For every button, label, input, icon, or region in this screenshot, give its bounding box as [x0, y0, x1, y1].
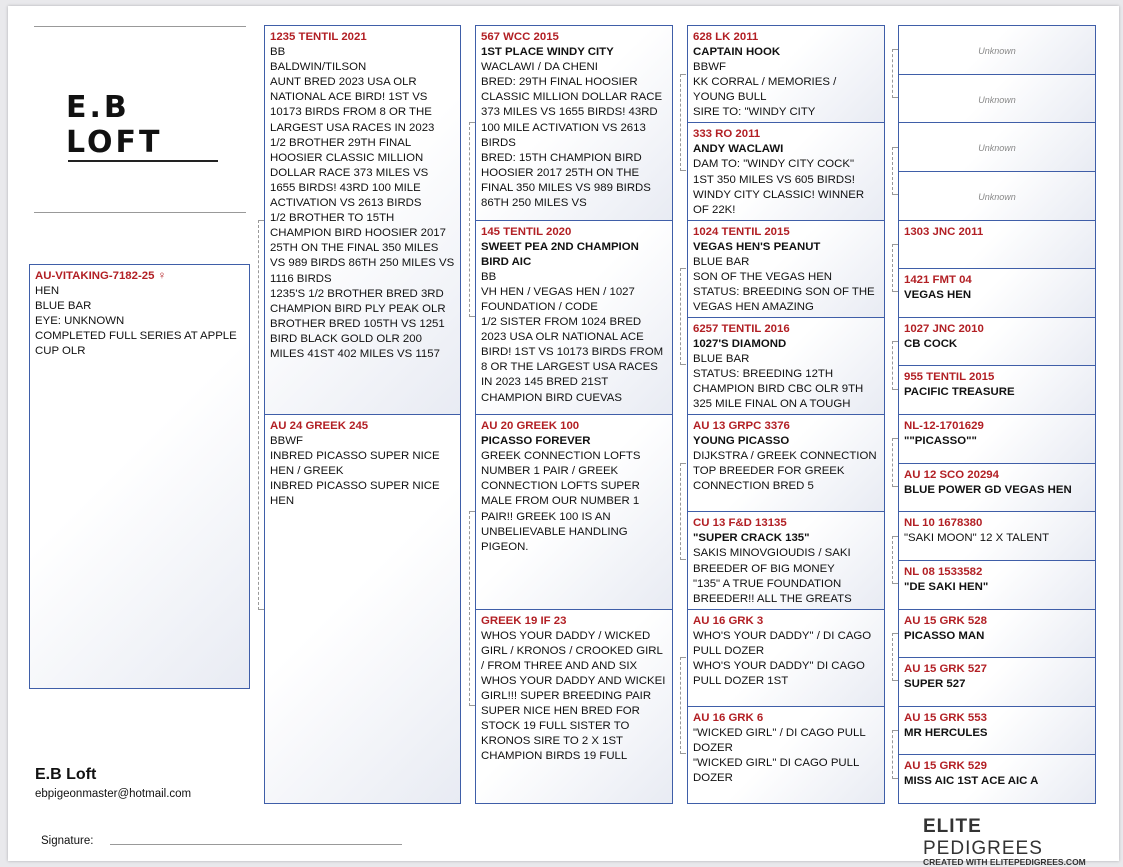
logo-underline — [68, 160, 218, 162]
bird-line: "SAKI MOON" 12 X TALENT — [904, 532, 1050, 545]
connector — [892, 147, 898, 196]
loft-logo — [66, 90, 236, 162]
pedigree-box[interactable] — [687, 414, 885, 512]
pedigree-page — [8, 6, 1119, 867]
bird-id: AU 24 GREEK 245 — [270, 420, 369, 432]
bird-line: DAM TO: "WINDY CITY COCK" — [693, 158, 855, 171]
pedigree-box[interactable] — [898, 657, 1096, 707]
bird-line: WHO'S YOUR DADDY" / DI CAGO PULL DOZER — [693, 629, 872, 657]
bird-name: 1027'S DIAMOND — [693, 337, 787, 350]
connector — [680, 463, 686, 560]
bird-id: 145 TENTIL 2020 — [481, 225, 572, 238]
subject-id: AU-VITAKING-7182-25 — [35, 270, 155, 282]
connector — [892, 244, 898, 293]
connector — [892, 49, 898, 98]
bird-line: BLUE BAR — [693, 255, 750, 268]
bird-id: AU 15 GRK 529 — [904, 760, 987, 773]
pedigree-box[interactable] — [264, 25, 461, 415]
bird-line: DIJKSTRA / GREEK CONNECTION — [693, 450, 877, 463]
brand-word-elite: ELITE — [923, 816, 982, 837]
connector — [892, 438, 898, 487]
bird-line: SON OF THE VEGAS HEN — [693, 270, 833, 283]
bird-id: 333 RO 2011 — [693, 128, 761, 141]
connector — [469, 122, 475, 317]
bird-id: 1024 TENTIL 2015 — [693, 225, 790, 238]
pedigree-box[interactable] — [898, 414, 1096, 464]
pedigree-box[interactable] — [898, 560, 1096, 610]
subject-header — [35, 269, 244, 284]
connector — [680, 74, 686, 171]
pedigree-box[interactable] — [898, 609, 1096, 659]
pedigree-box[interactable] — [687, 122, 885, 220]
connector — [892, 730, 898, 779]
pedigree-box[interactable] — [687, 220, 885, 318]
bird-id: NL 08 1533582 — [904, 565, 983, 578]
bird-line: BALDWIN/TILSON — [270, 61, 367, 74]
bird-id: 1421 FMT 04 — [904, 274, 972, 287]
bird-line: BBWF — [693, 61, 726, 74]
divider — [34, 26, 246, 27]
bird-id: 955 TENTIL 2015 — [904, 371, 995, 384]
pedigree-box[interactable] — [264, 414, 461, 804]
bird-name: "DE SAKI HEN" — [904, 580, 989, 593]
pedigree-box[interactable] — [898, 754, 1096, 804]
signature-line — [110, 844, 402, 845]
bird-line: SIRE TO: "WINDY CITY — [693, 106, 816, 119]
bird-name: SUPER 527 — [904, 678, 966, 691]
bird-id: AU 15 GRK 528 — [904, 614, 987, 627]
bird-line: INBRED PICASSO SUPER NICE HEN / GREEK — [270, 450, 440, 478]
subject-line: EYE: UNKNOWN — [35, 315, 125, 328]
pedigree-box[interactable] — [687, 706, 885, 804]
bird-id: AU 16 GRK 6 — [693, 711, 764, 724]
bird-line: TOP BREEDER FOR GREEK CONNECTION BRED 5 — [693, 465, 845, 493]
bird-name: YOUNG PICASSO — [693, 435, 790, 448]
bird-name: VEGAS HEN — [904, 289, 972, 302]
bird-line: BBWF — [270, 435, 303, 448]
bird-id: AU 16 GRK 3 — [693, 614, 764, 627]
pedigree-box[interactable] — [898, 220, 1096, 270]
bird-id: AU 20 GREEK 100 — [481, 420, 580, 432]
bird-name: SWEET PEA 2ND CHAMPION BIRD AIC — [481, 240, 639, 268]
subject-line: COMPLETED FULL SERIES AT APPLE CUP OLR — [35, 330, 237, 358]
bird-line: WHOS YOUR DADDY / WICKED GIRL / KRONOS / CROOKED GIRL / FROM THREE AND AND SIX — [481, 629, 663, 672]
owner-name: E.B Loft — [35, 766, 97, 783]
bird-line: "WICKED GIRL" / DI CAGO PULL DOZER — [693, 726, 866, 754]
bird-line: BRED: 29TH FINAL HOOSIER CLASSIC MILLION DOLLAR RACE 373 MILES VS 1655 BIRDS! 43RD 100 MILE ACTIVATION VS 2613 BIRDS — [481, 76, 663, 149]
bird-id: NL 10 1678380 — [904, 517, 983, 530]
bird-name: BLUE POWER GD VEGAS HEN — [904, 483, 1072, 496]
pedigree-box[interactable] — [898, 74, 1096, 124]
bird-id: GREEK 19 IF 23 — [481, 614, 567, 627]
bird-name: "SUPER CRACK 135" — [693, 532, 810, 545]
bird-line: "WICKED GIRL" DI CAGO PULL DOZER — [693, 757, 859, 785]
pedigree-box[interactable] — [687, 317, 885, 415]
bird-line: 1ST 350 MILES VS 605 BIRDS! WINDY CITY CLASSIC! WINNER OF 22K! — [693, 173, 865, 216]
bird-line: 1/2 BROTHER 29TH FINAL HOOSIER CLASSIC MILLION DOLLAR RACE 373 MILES VS 1655 BIRDS! 43RD 100 MILE ACTIVATION VS 2613 BIRDS — [270, 136, 429, 210]
pedigree-box[interactable] — [898, 25, 1096, 75]
pedigree-box[interactable] — [687, 511, 885, 609]
unknown-label: Unknown — [978, 46, 1016, 56]
bird-name: ""PICASSO"" — [904, 435, 977, 448]
pedigree-box[interactable] — [898, 317, 1096, 367]
bird-line: GREEK CONNECTION LOFTS NUMBER 1 PAIR / GREEK CONNECTION LOFTS SUPER MALE FROM OUR NUMBER 1 PAIR!! GREEK 100 IS AN UNBELIEVABLE HANDLING PIGEON. — [481, 450, 641, 553]
bird-name: PICASSO FOREVER — [481, 435, 591, 448]
subject-line: HEN — [35, 285, 60, 298]
bird-line: 1/2 BROTHER TO 15TH CHAMPION BIRD HOOSIER 2017 25TH ON THE FINAL 350 MILES VS 989 BIRDS 86TH 250 MILES VS 1116 BIRDS — [270, 212, 455, 285]
bird-line: WHO'S YOUR DADDY" DI CAGO PULL DOZER 1ST — [693, 659, 865, 687]
bird-id: 628 LK 2011 — [693, 31, 759, 43]
unknown-label: Unknown — [978, 143, 1016, 154]
bird-line: INBRED PICASSO SUPER NICE HEN — [270, 480, 440, 508]
pedigree-box[interactable] — [687, 25, 885, 123]
unknown-label: Unknown — [978, 191, 1016, 202]
bird-id: AU 15 GRK 527 — [904, 663, 987, 676]
bird-id: 1303 JNC 2011 — [904, 225, 984, 238]
pedigree-box[interactable] — [475, 220, 673, 416]
bird-id: AU 13 GRPC 3376 — [693, 420, 790, 432]
bird-line: AUNT BRED 2023 USA OLR NATIONAL ACE BIRD! 1ST VS 10173 BIRDS FROM 8 OR THE LARGEST USA RACES IN 2023 — [270, 76, 435, 134]
bird-id: AU 12 SCO 20294 — [904, 468, 999, 481]
unknown-label: Unknown — [978, 94, 1016, 105]
bird-name: MR HERCULES — [904, 726, 988, 739]
brand-word-pedigrees: PEDIGREES — [923, 838, 1043, 859]
bird-name: CB COCK — [904, 337, 958, 350]
connector — [469, 511, 475, 706]
bird-line: WACLAWI / DA CHENI — [481, 61, 598, 74]
bird-line: WHOS YOUR DADDY AND WICKEI GIRL!!! SUPER BREEDING PAIR SUPER NICE HEN BRED FOR STOCK 19 FULL SISTER TO KRONOS SIRE TO 2 X 1ST CHAMPION BIRDS 19 FULL — [481, 674, 666, 763]
female-icon: ♀ — [157, 270, 167, 282]
bird-id: 1027 JNC 2010 — [904, 322, 984, 335]
bird-id: 6257 TENTIL 2016 — [693, 322, 790, 335]
brand-tagline: CREATED WITH ELITEPEDIGREES.COM — [923, 857, 1086, 867]
pedigree-box[interactable] — [898, 268, 1096, 318]
bird-line: BLUE BAR — [693, 352, 750, 365]
pedigree-box[interactable] — [898, 365, 1096, 415]
signature-label: Signature: — [41, 835, 94, 847]
bird-line: BB — [481, 270, 497, 283]
bird-id: NL-12-1701629 — [904, 420, 984, 432]
pedigree-box[interactable] — [475, 414, 673, 610]
bird-id: AU 15 GRK 553 — [904, 711, 987, 724]
bird-line: SAKIS MINOVGIOUDIS / SAKI BREEDER OF BIG MONEY — [693, 547, 851, 575]
connector — [680, 268, 686, 365]
pedigree-box[interactable] — [898, 122, 1096, 172]
bird-line: STATUS: BREEDING 12TH CHAMPION BIRD CBC OLR 9TH 325 MILE FINAL ON A TOUGH — [693, 368, 864, 411]
elite-pedigrees-brand — [923, 816, 1103, 867]
bird-name: VEGAS HEN'S PEANUT — [693, 240, 821, 253]
bird-name: ANDY WACLAWI — [693, 143, 784, 156]
bird-name: CAPTAIN HOOK — [693, 46, 781, 59]
bird-id: CU 13 F&D 13135 — [693, 517, 787, 530]
divider — [34, 212, 246, 213]
pedigree-box[interactable] — [898, 511, 1096, 561]
bird-line: BRED: 15TH CHAMPION BIRD HOOSIER 2017 25TH ON THE FINAL 350 MILES VS 989 BIRDS 86TH 250 MILES VS — [481, 151, 651, 210]
owner-email: ebpigeonmaster@hotmail.com — [35, 788, 192, 800]
bird-id: 1235 TENTIL 2021 — [270, 31, 367, 43]
subject-line: BLUE BAR — [35, 300, 92, 313]
pedigree-box[interactable] — [898, 706, 1096, 756]
connector — [892, 341, 898, 390]
bird-name: MISS AIC 1ST ACE AIC A — [904, 775, 1039, 788]
bird-name: 1ST PLACE WINDY CITY — [481, 46, 614, 59]
bird-name: PICASSO MAN — [904, 629, 985, 642]
pedigree-box[interactable] — [898, 171, 1096, 221]
logo-text: E.B LOFT — [66, 90, 163, 160]
bird-line: 1235'S 1/2 BROTHER BRED 3RD CHAMPION BIRD PLY PEAK OLR BROTHER BRED 105TH VS 1251 BIRD BLACK GOLD OLR 200 MILES 41ST 402 MILES VS 1157 — [270, 287, 446, 360]
brand-name — [923, 816, 1103, 860]
pedigree-box[interactable] — [475, 609, 673, 805]
bird-line: "135" A TRUE FOUNDATION BREEDER!! ALL THE GREATS — [693, 577, 852, 605]
pedigree-box[interactable] — [687, 609, 885, 707]
subject-box[interactable] — [29, 264, 250, 689]
pedigree-box[interactable] — [475, 25, 673, 221]
connector — [680, 657, 686, 754]
connector — [892, 536, 898, 585]
bird-line: KK CORRAL / MEMORIES / YOUNG BULL — [693, 76, 837, 104]
pedigree-box[interactable] — [898, 463, 1096, 513]
bird-line: BB — [270, 46, 286, 59]
bird-line: STATUS: BREEDING SON OF THE VEGAS HEN AMAZING — [693, 285, 875, 313]
bird-line: 1/2 SISTER FROM 1024 BRED 2023 USA OLR NATIONAL ACE BIRD! 1ST VS 10173 BIRDS FROM 8 OR THE LARGEST USA RACES IN 2023 145 BRED 21ST CHAMPION BIRD CUEVAS — [481, 316, 664, 404]
connector — [892, 633, 898, 682]
bird-name: PACIFIC TREASURE — [904, 386, 1015, 399]
bird-line: VH HEN / VEGAS HEN / 1027 FOUNDATION / CODE — [481, 285, 635, 313]
bird-id: 567 WCC 2015 — [481, 31, 559, 43]
